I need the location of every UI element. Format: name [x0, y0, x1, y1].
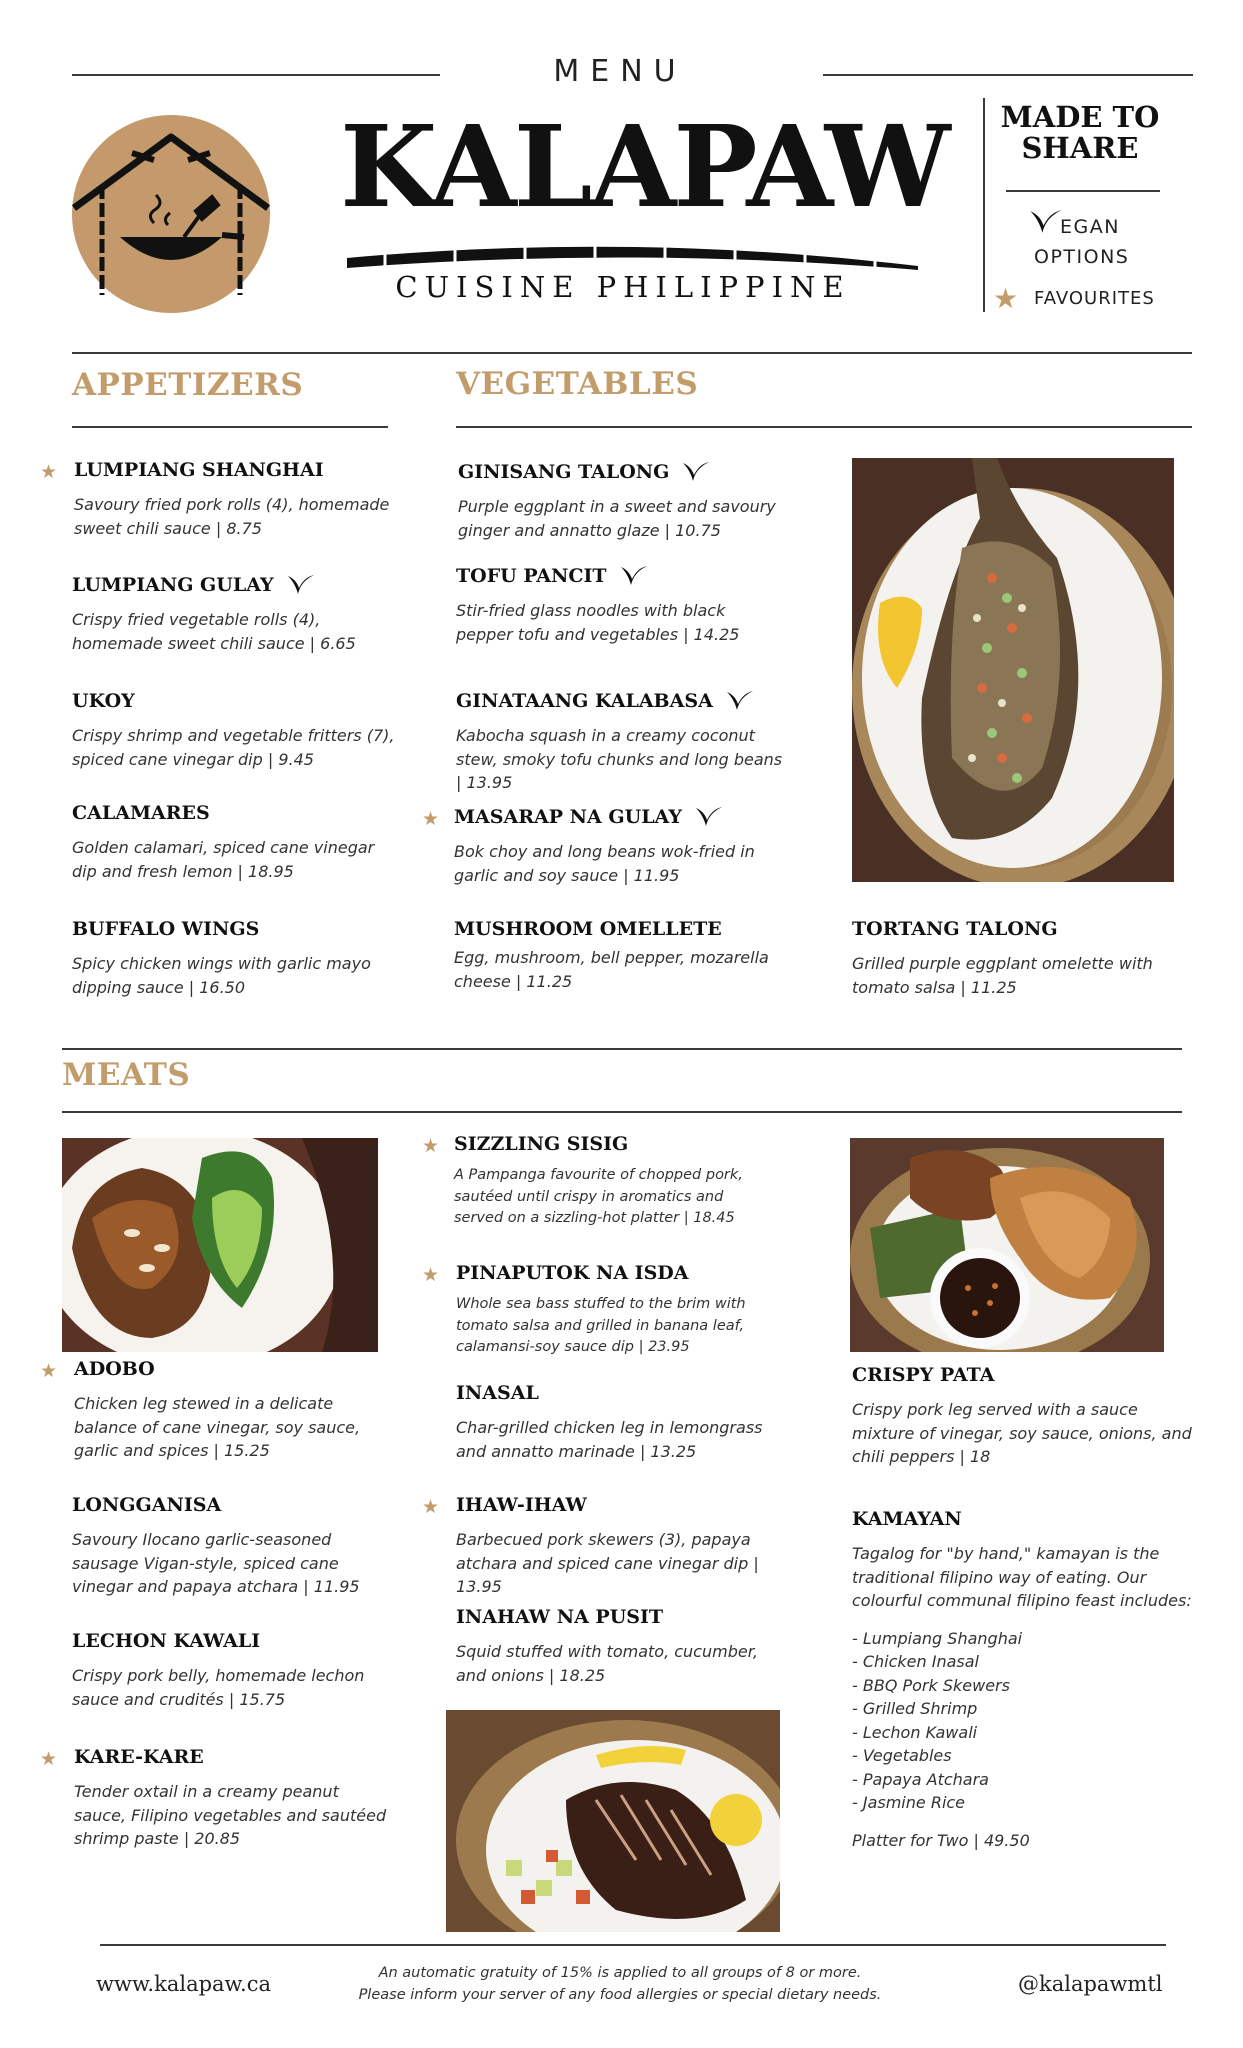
item-name: ADOBO [74, 1358, 155, 1380]
header-divider [983, 98, 985, 312]
vegetables-heading: VEGETABLES [456, 366, 699, 402]
menu-item [458, 461, 788, 542]
kamayan-intro: Tagalog for "by hand," kamayan is the traditional filipino way of eating. Our colourful communal filipino feast includes: [852, 1544, 1192, 1610]
item-desc: Golden calamari, spiced cane vinegar dip and fresh lemon | 18.95 [72, 838, 375, 881]
kamayan-list-item: - Jasmine Rice [852, 1793, 966, 1812]
appetizers-rule [72, 426, 388, 428]
item-desc: A Pampanga favourite of chopped pork, sautéed until crispy in aromatics and served on a sizzling-hot platter | 18.45 [454, 1167, 743, 1226]
item-name-text: GINISANG TALONG [458, 461, 670, 483]
item-name: INASAL [456, 1382, 539, 1404]
meats-top-rule [62, 1048, 1182, 1050]
menu-item [72, 1630, 392, 1711]
kamayan-list-item: - Lechon Kawali [852, 1722, 978, 1742]
menu-item [456, 690, 786, 795]
menu-item [74, 1358, 394, 1463]
favourite-star-icon: ★ [422, 1264, 440, 1286]
vegan-leaf-icon [286, 574, 316, 596]
item-name [454, 806, 784, 828]
kamayan-platter-price: Platter for Two | 49.50 [852, 1830, 1030, 1850]
item-desc: Crispy pork belly, homemade lechon sauce and crudités | 15.75 [72, 1666, 365, 1709]
header-rule-right [823, 74, 1193, 76]
item-name: SIZZLING SISIG [454, 1133, 629, 1155]
favourite-star-icon: ★ [40, 461, 58, 483]
kamayan-list-item: - BBQ Pork Skewers [852, 1675, 1010, 1695]
item-name: IHAW-IHAW [456, 1494, 587, 1516]
crispy-pata-photo [850, 1138, 1164, 1352]
item-name-text: TOFU PANCIT [456, 565, 607, 587]
tortang-talong-photo [852, 458, 1174, 882]
item-name: MUSHROOM OMELLETE [454, 918, 722, 940]
item-name-text: GINATAANG KALABASA [456, 690, 713, 712]
item-name-text: MASARAP NA GULAY [454, 806, 682, 828]
legend-vegan: EGAN [1060, 216, 1120, 238]
item-name [456, 690, 786, 712]
item-name: INAHAW NA PUSIT [456, 1606, 664, 1628]
header-bottom-rule [72, 352, 1192, 354]
favourites-star-icon: ★ [993, 282, 1019, 315]
item-desc: Barbecued pork skewers (3), papaya atchara and spiced cane vinegar dip | 13.95 [456, 1530, 759, 1596]
header-rule-left [72, 74, 440, 76]
kamayan-list-item: - Chicken Inasal [852, 1652, 979, 1671]
item-name: PINAPUTOK NA ISDA [456, 1262, 689, 1284]
item-name [456, 565, 786, 587]
item-desc: Squid stuffed with tomato, cucumber, and onions | 18.25 [456, 1642, 758, 1685]
menu-item [852, 918, 1182, 999]
vegan-leaf-icon [694, 806, 724, 828]
item-desc: Char-grilled chicken leg in lemongrass and annatto marinade | 13.25 [456, 1418, 763, 1461]
item-name [458, 461, 788, 483]
share-rule [1006, 190, 1160, 192]
favourite-star-icon: ★ [40, 1360, 58, 1382]
item-desc: Crispy fried vegetable rolls (4), homemade sweet chili sauce | 6.65 [72, 610, 356, 653]
menu-item [456, 565, 786, 646]
menu-item [74, 459, 404, 540]
item-desc: Bok choy and long beans wok-fried in garlic and soy sauce | 11.95 [454, 842, 755, 885]
menu-item [74, 1746, 394, 1851]
share-line-1: MADE TO [1000, 100, 1160, 134]
legend-favourites: FAVOURITES [1034, 288, 1155, 309]
item-desc: Egg, mushroom, bell pepper, mozarella cheese | 11.25 [454, 948, 769, 991]
kamayan-section [852, 1508, 1197, 1852]
favourite-star-icon: ★ [40, 1748, 58, 1770]
made-to-share-heading [990, 102, 1170, 164]
adobo-photo [62, 1138, 378, 1352]
favourite-star-icon: ★ [422, 808, 440, 830]
item-name: BUFFALO WINGS [72, 918, 260, 940]
item-desc: Crispy shrimp and vegetable fritters (7), spiced cane vinegar dip | 9.45 [72, 726, 395, 769]
item-name [72, 574, 402, 596]
menu-label: MENU [553, 54, 687, 89]
item-name: LECHON KAWALI [72, 1630, 261, 1652]
item-name: TORTANG TALONG [852, 918, 1058, 940]
menu-item [852, 1364, 1192, 1469]
menu-item [72, 574, 402, 655]
item-name: CRISPY PATA [852, 1364, 995, 1386]
item-desc: Chicken leg stewed in a delicate balance of cane vinegar, soy sauce, garlic and spices | 15.25 [74, 1394, 361, 1460]
item-desc: Tender oxtail in a creamy peanut sauce, Filipino vegetables and sautéed shrimp paste | 20.85 [74, 1782, 387, 1848]
item-desc: Crispy pork leg served with a sauce mixture of vinegar, soy sauce, onions, and chili peppers | 18 [852, 1400, 1192, 1466]
footer-rule [100, 1944, 1166, 1946]
item-name-text: LUMPIANG GULAY [72, 574, 274, 596]
footer-note [340, 1962, 900, 2006]
vegan-leaf-icon [681, 461, 711, 483]
kamayan-list [852, 1627, 1197, 1815]
kamayan-list-item: - Lumpiang Shanghai [852, 1628, 1023, 1648]
meats-rule [62, 1111, 1182, 1113]
footer-note-line-2: Please inform your server of any food allergies or special dietary needs. [358, 1987, 882, 2003]
menu-item [72, 918, 402, 999]
item-name: CALAMARES [72, 802, 210, 824]
kamayan-list-item: - Grilled Shrimp [852, 1699, 978, 1718]
vegetables-rule [456, 426, 1192, 428]
menu-item [454, 918, 784, 993]
item-desc: Whole sea bass stuffed to the brim with tomato salsa and grilled in banana leaf, calamansi-soy sauce dip | 23.95 [456, 1296, 746, 1355]
brand-underline-swash [345, 238, 920, 272]
menu-item [72, 690, 402, 771]
menu-item [454, 806, 784, 887]
share-line-2: SHARE [1021, 131, 1139, 165]
item-desc: Grilled purple eggplant omelette with tomato salsa | 11.25 [852, 954, 1153, 997]
item-name: KARE-KARE [74, 1746, 204, 1768]
vegan-leaf-icon [619, 565, 649, 587]
item-name: UKOY [72, 690, 135, 712]
item-name: KAMAYAN [852, 1508, 962, 1530]
menu-item [72, 802, 402, 883]
item-name: LONGGANISA [72, 1494, 222, 1516]
inahaw-na-pusit-photo [446, 1710, 780, 1932]
item-desc: Spicy chicken wings with garlic mayo dipping sauce | 16.50 [72, 954, 371, 997]
item-desc: Savoury Ilocano garlic-seasoned sausage Vigan-style, spiced cane vinegar and papaya atchara | 11.95 [72, 1530, 360, 1596]
favourite-star-icon: ★ [422, 1496, 440, 1518]
logo-house-wok-icon [72, 115, 270, 313]
appetizers-heading: APPETIZERS [72, 367, 304, 403]
item-desc: Purple eggplant in a sweet and savoury ginger and annatto glaze | 10.75 [458, 497, 776, 540]
vegan-leaf-icon [1028, 208, 1064, 236]
brand-name: KALAPAW [340, 102, 948, 233]
legend-vegan-options: OPTIONS [1034, 246, 1130, 268]
item-desc: Savoury fried pork rolls (4), homemade sweet chili sauce | 8.75 [74, 495, 390, 538]
footer-note-line-1: An automatic gratuity of 15% is applied to all groups of 8 or more. [378, 1965, 862, 1981]
kamayan-list-item: - Papaya Atchara [852, 1769, 989, 1789]
menu-item [72, 1494, 392, 1599]
meats-heading: MEATS [62, 1057, 191, 1093]
favourite-star-icon: ★ [422, 1135, 440, 1157]
menu-item [456, 1606, 772, 1687]
menu-item [456, 1494, 772, 1599]
brand-tagline: CUISINE PHILIPPINE [395, 270, 851, 304]
menu-item [454, 1133, 770, 1230]
vegan-leaf-icon [725, 690, 755, 712]
item-desc: Kabocha squash in a creamy coconut stew, smoky tofu chunks and long beans | 13.95 [456, 726, 783, 792]
menu-item [456, 1382, 772, 1463]
website-link[interactable]: www.kalapaw.ca [96, 1972, 271, 1996]
item-desc: Stir-fried glass noodles with black pepper tofu and vegetables | 14.25 [456, 601, 740, 644]
social-handle-link[interactable]: @kalapawmtl [1018, 1972, 1163, 1996]
kamayan-list-item: - Vegetables [852, 1746, 952, 1765]
item-name: LUMPIANG SHANGHAI [74, 459, 324, 481]
menu-item [456, 1262, 772, 1359]
